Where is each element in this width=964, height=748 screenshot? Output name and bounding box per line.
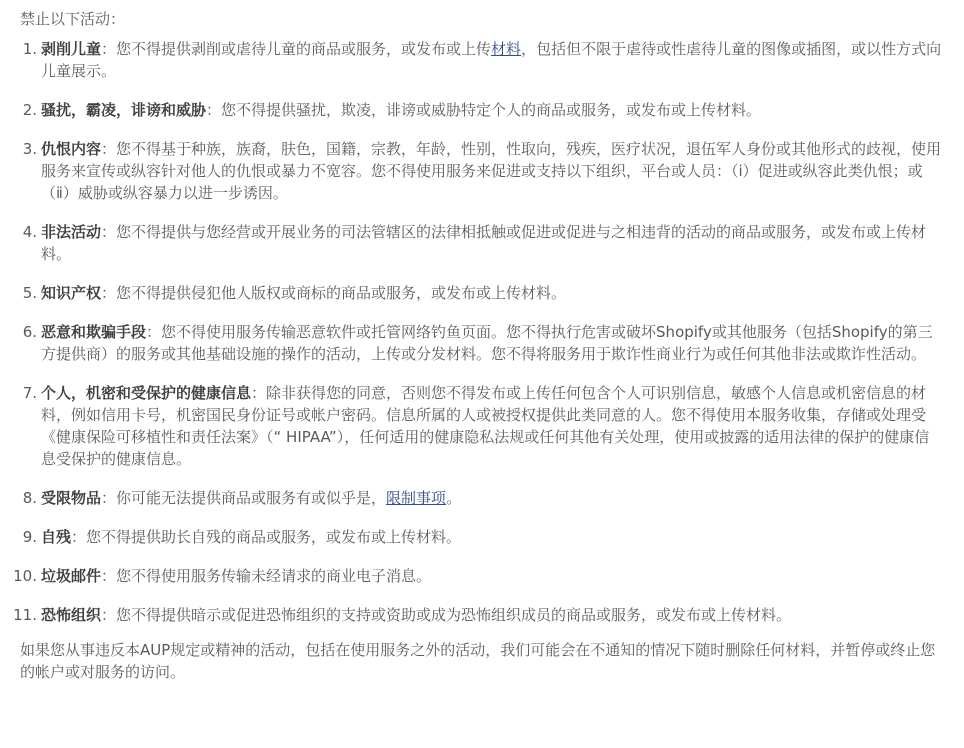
item-term: 仇恨内容 xyxy=(41,140,102,158)
list-item xyxy=(20,99,944,121)
item-separator: ： xyxy=(101,567,117,585)
item-term: 剥削儿童 xyxy=(41,40,102,58)
item-separator: ： xyxy=(206,101,222,119)
item-text: 您不得使用服务传输未经请求的商业电子消息。 xyxy=(116,567,432,585)
item-text: 您不得使用服务传输恶意软件或托管网络钓鱼页面。您不得执行危害或破坏Shopify或其他服务（包括Shopify的第三方提供商）的服务或其他基础设施的操作的活动，上传或分发材料。您不得将服务用于欺诈性商业行为或任何其他非法或欺诈性活动。 xyxy=(41,323,933,363)
item-text: 您不得提供剥削或虐待儿童的商品或服务，或发布或上传 xyxy=(116,40,492,58)
item-text-after: 。 xyxy=(446,489,462,507)
item-number: 2. xyxy=(22,101,37,119)
item-text: 您不得提供助长自残的商品或服务，或发布或上传材料。 xyxy=(86,528,462,546)
item-term: 恶意和欺骗手段 xyxy=(41,323,147,341)
list-item xyxy=(20,321,944,365)
list-item xyxy=(20,526,944,548)
closing-paragraph: 如果您从事违反本AUP规定或精神的活动，包括在使用服务之外的活动，我们可能会在不通知的情况下随时删除任何材料，并暂停或终止您的帐户或对服务的访问。 xyxy=(20,641,936,681)
item-number: 10. xyxy=(13,567,37,585)
item-separator: ： xyxy=(101,606,117,624)
item-term: 非法活动 xyxy=(41,223,102,241)
item-text-after: ，包括但不限于虐待或性虐待儿童的图像或插图，或以性方式向儿童展示。 xyxy=(41,40,942,80)
item-number: 3. xyxy=(22,140,37,158)
item-separator: ： xyxy=(101,284,117,302)
item-text: 您不得提供骚扰，欺凌，诽谤或威胁特定个人的商品或服务，或发布或上传材料。 xyxy=(221,101,762,119)
item-text: 您不得提供与您经营或开展业务的司法管辖区的法律相抵触或促进或促进与之相违背的活动的商品或服务，或发布或上传材料。 xyxy=(41,223,927,263)
item-term: 个人，机密和受保护的健康信息 xyxy=(41,384,252,402)
item-text: 您不得提供侵犯他人版权或商标的商品或服务，或发布或上传材料。 xyxy=(116,284,567,302)
item-term: 骚扰，霸凌，诽谤和威胁 xyxy=(41,101,207,119)
item-text: 除非获得您的同意，否则您不得发布或上传任何包含个人可识别信息，敏感个人信息或机密信息的材料，例如信用卡号，机密国民身份证号或帐户密码。信息所属的人或被授权提供此类同意的人。您不得使用本服务收集，存储或处理受《健康保险可移植性和责任法案》（“ HIPAA”），任何适用的健康隐私法规或任何其他有关处理，使用或披露的适用法律的保护的健康信息受保护的健康信息。 xyxy=(41,384,930,468)
item-term: 受限物品 xyxy=(41,489,102,507)
item-text: 您不得基于种族，族裔，肤色，国籍，宗教，年龄，性别，性取向，残疾，医疗状况，退伍军人身份或其他形式的歧视，使用服务来宣传或纵容针对他人的仇恨或暴力不宽容。您不得使用服务来促进或支持以下组织，平台或人员：（ⅰ）促进或纵容此类仇恨；或（ⅱ）威胁或纵容暴力以进一步诱因。 xyxy=(41,140,942,202)
item-term: 知识产权 xyxy=(41,284,102,302)
item-number: 9. xyxy=(22,528,37,546)
list-item xyxy=(20,221,944,265)
item-term: 自残 xyxy=(41,528,72,546)
item-number: 1. xyxy=(22,40,37,58)
item-separator: ： xyxy=(146,323,162,341)
item-term: 恐怖组织 xyxy=(41,606,102,624)
item-separator: ： xyxy=(101,223,117,241)
item-number: 11. xyxy=(13,606,37,624)
materials-link[interactable]: 材料 xyxy=(491,40,522,58)
item-separator: ： xyxy=(101,140,117,158)
list-item xyxy=(13,604,944,626)
prohibited-activities-list xyxy=(13,38,944,626)
item-text: 您不得提供暗示或促进恐怖组织的支持或资助或成为恐怖组织成员的商品或服务，或发布或上传材料。 xyxy=(116,606,792,624)
item-separator: ： xyxy=(101,489,117,507)
list-item xyxy=(20,282,944,304)
list-item xyxy=(20,487,944,509)
item-text: 你可能无法提供商品或服务有或似乎是， xyxy=(116,489,387,507)
item-number: 7. xyxy=(22,384,37,402)
restricted-items-link[interactable]: 限制事项 xyxy=(386,489,447,507)
item-number: 8. xyxy=(22,489,37,507)
list-item xyxy=(20,382,944,470)
item-number: 6. xyxy=(22,323,37,341)
item-number: 4. xyxy=(22,223,37,241)
item-separator: ： xyxy=(71,528,87,546)
list-item xyxy=(13,565,944,587)
item-separator: ： xyxy=(101,40,117,58)
item-term: 垃圾邮件 xyxy=(41,567,102,585)
intro-text: 禁止以下活动： xyxy=(20,10,126,28)
item-number: 5. xyxy=(22,284,37,302)
item-separator: ： xyxy=(251,384,267,402)
list-item xyxy=(20,138,944,204)
list-item xyxy=(20,38,944,82)
